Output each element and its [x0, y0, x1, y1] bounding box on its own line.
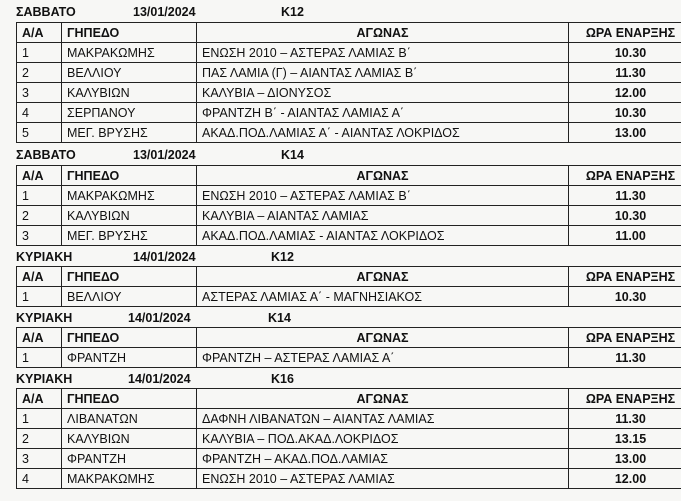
row-aa: 1	[17, 43, 62, 63]
header-time: ΩΡΑ ΕΝΑΡΞΗΣ	[569, 328, 681, 348]
row-aa: 3	[17, 83, 62, 103]
row-time: 12.00	[569, 83, 681, 103]
row-venue: ΜΕΓ. ΒΡΥΣΗΣ	[62, 226, 197, 246]
header-match: ΑΓΩΝΑΣ	[197, 23, 569, 43]
row-time: 13.15	[569, 429, 681, 449]
row-time: 11.30	[569, 63, 681, 83]
row-time: 10.30	[569, 287, 681, 307]
section-category: Κ16	[271, 372, 294, 386]
row-time: 11.30	[569, 348, 681, 368]
row-aa: 2	[17, 429, 62, 449]
row-venue: ΜΑΚΡΑΚΩΜΗΣ	[62, 43, 197, 63]
section-day: ΚΥΡΙΑΚΗ	[16, 311, 73, 325]
header-aa: Α/Α	[17, 23, 62, 43]
table-row	[17, 226, 681, 246]
table-row	[17, 83, 681, 103]
table-row	[17, 469, 681, 489]
row-aa: 1	[17, 287, 62, 307]
row-venue: ΛΙΒΑΝΑΤΩΝ	[62, 409, 197, 429]
row-match: ΕΝΩΣΗ 2010 – ΑΣΤΕΡΑΣ ΛΑΜΙΑΣ Β΄	[197, 43, 569, 63]
row-match: ΠΑΣ ΛΑΜΙΑ (Γ) – ΑΙΑΝΤΑΣ ΛΑΜΙΑΣ Β΄	[197, 63, 569, 83]
header-venue: ΓΗΠΕΔΟ	[62, 23, 197, 43]
row-venue: ΜΕΓ. ΒΡΥΣΗΣ	[62, 123, 197, 143]
row-aa: 1	[17, 409, 62, 429]
row-match: ΚΑΛΥΒΙΑ – ΔΙΟΝΥΣΟΣ	[197, 83, 569, 103]
header-venue: ΓΗΠΕΔΟ	[62, 166, 197, 186]
table-row	[17, 123, 681, 143]
table-header-row	[17, 328, 681, 348]
section-day: ΚΥΡΙΑΚΗ	[16, 372, 73, 386]
section-date: 13/01/2024	[133, 5, 196, 19]
table-header-row	[17, 389, 681, 409]
row-venue: ΚΑΛΥΒΙΩΝ	[62, 429, 197, 449]
row-aa: 3	[17, 449, 62, 469]
row-venue: ΣΕΡΠΑΝΟΥ	[62, 103, 197, 123]
table-header-row	[17, 166, 681, 186]
row-aa: 1	[17, 348, 62, 368]
header-venue: ΓΗΠΕΔΟ	[62, 328, 197, 348]
row-venue: ΜΑΚΡΑΚΩΜΗΣ	[62, 469, 197, 489]
header-match: ΑΓΩΝΑΣ	[197, 166, 569, 186]
schedule-table	[16, 22, 681, 143]
row-match: ΚΑΛΥΒΙΑ – ΠΟΔ.ΑΚΑΔ.ΛΟΚΡΙΔΟΣ	[197, 429, 569, 449]
row-match: ΕΝΩΣΗ 2010 – ΑΣΤΕΡΑΣ ΛΑΜΙΑΣ Β΄	[197, 186, 569, 206]
section-date: 14/01/2024	[133, 250, 196, 264]
header-time: ΩΡΑ ΕΝΑΡΞΗΣ	[569, 267, 681, 287]
table-row	[17, 186, 681, 206]
row-venue: ΚΑΛΥΒΙΩΝ	[62, 83, 197, 103]
row-match: ΦΡΑΝΤΖΗ – ΑΣΤΕΡΑΣ ΛΑΜΙΑΣ Α΄	[197, 348, 569, 368]
row-match: ΑΚΑΔ.ΠΟΔ.ΛΑΜΙΑΣ - ΑΙΑΝΤΑΣ ΛΟΚΡΙΔΟΣ	[197, 226, 569, 246]
row-venue: ΚΑΛΥΒΙΩΝ	[62, 206, 197, 226]
row-time: 10.30	[569, 206, 681, 226]
table-row	[17, 287, 681, 307]
row-time: 10.30	[569, 43, 681, 63]
header-aa: Α/Α	[17, 389, 62, 409]
table-row	[17, 449, 681, 469]
row-aa: 1	[17, 186, 62, 206]
row-time: 11.30	[569, 409, 681, 429]
header-aa: Α/Α	[17, 328, 62, 348]
header-match: ΑΓΩΝΑΣ	[197, 389, 569, 409]
header-match: ΑΓΩΝΑΣ	[197, 328, 569, 348]
row-time: 13.00	[569, 449, 681, 469]
row-venue: ΒΕΛΛΙΟΥ	[62, 287, 197, 307]
schedule-table	[16, 327, 681, 368]
row-match: ΑΚΑΔ.ΠΟΔ.ΛΑΜΙΑΣ Α΄ - ΑΙΑΝΤΑΣ ΛΟΚΡΙΔΟΣ	[197, 123, 569, 143]
table-row	[17, 409, 681, 429]
row-match: ΦΡΑΝΤΖΗ – ΑΚΑΔ.ΠΟΔ.ΛΑΜΙΑΣ	[197, 449, 569, 469]
table-header-row	[17, 23, 681, 43]
row-time: 10.30	[569, 103, 681, 123]
row-match: ΚΑΛΥΒΙΑ – ΑΙΑΝΤΑΣ ΛΑΜΙΑΣ	[197, 206, 569, 226]
section-category: Κ14	[281, 148, 304, 162]
table-row	[17, 43, 681, 63]
row-match: ΔΑΦΝΗ ΛΙΒΑΝΑΤΩΝ – ΑΙΑΝΤΑΣ ΛΑΜΙΑΣ	[197, 409, 569, 429]
header-time: ΩΡΑ ΕΝΑΡΞΗΣ	[569, 23, 681, 43]
section-day: ΣΑΒΒΑΤΟ	[16, 148, 76, 162]
row-venue: ΜΑΚΡΑΚΩΜΗΣ	[62, 186, 197, 206]
header-aa: Α/Α	[17, 267, 62, 287]
header-aa: Α/Α	[17, 166, 62, 186]
row-match: ΕΝΩΣΗ 2010 – ΑΣΤΕΡΑΣ ΛΑΜΙΑΣ	[197, 469, 569, 489]
section-date: 14/01/2024	[128, 372, 191, 386]
schedule-table	[16, 266, 681, 307]
table-row	[17, 63, 681, 83]
header-venue: ΓΗΠΕΔΟ	[62, 267, 197, 287]
row-aa: 3	[17, 226, 62, 246]
section-category: Κ14	[268, 311, 291, 325]
row-time: 11.30	[569, 186, 681, 206]
header-match: ΑΓΩΝΑΣ	[197, 267, 569, 287]
row-match: ΑΣΤΕΡΑΣ ΛΑΜΙΑΣ Α΄ - ΜΑΓΝΗΣΙΑΚΟΣ	[197, 287, 569, 307]
table-header-row	[17, 267, 681, 287]
header-venue: ΓΗΠΕΔΟ	[62, 389, 197, 409]
row-aa: 2	[17, 63, 62, 83]
section-category: Κ12	[281, 5, 304, 19]
table-row	[17, 103, 681, 123]
section-day: ΚΥΡΙΑΚΗ	[16, 250, 73, 264]
row-aa: 5	[17, 123, 62, 143]
header-time: ΩΡΑ ΕΝΑΡΞΗΣ	[569, 389, 681, 409]
row-aa: 2	[17, 206, 62, 226]
row-time: 12.00	[569, 469, 681, 489]
row-aa: 4	[17, 103, 62, 123]
table-row	[17, 348, 681, 368]
section-category: Κ12	[271, 250, 294, 264]
header-time: ΩΡΑ ΕΝΑΡΞΗΣ	[569, 166, 681, 186]
row-match: ΦΡΑΝΤΖΗ Β΄ - ΑΙΑΝΤΑΣ ΛΑΜΙΑΣ Α΄	[197, 103, 569, 123]
section-day: ΣΑΒΒΑΤΟ	[16, 5, 76, 19]
section-date: 13/01/2024	[133, 148, 196, 162]
row-venue: ΒΕΛΛΙΟΥ	[62, 63, 197, 83]
row-time: 13.00	[569, 123, 681, 143]
schedule-table	[16, 388, 681, 489]
row-aa: 4	[17, 469, 62, 489]
row-time: 11.00	[569, 226, 681, 246]
row-venue: ΦΡΑΝΤΖΗ	[62, 348, 197, 368]
section-date: 14/01/2024	[128, 311, 191, 325]
table-row	[17, 206, 681, 226]
schedule-table	[16, 165, 681, 246]
table-row	[17, 429, 681, 449]
row-venue: ΦΡΑΝΤΖΗ	[62, 449, 197, 469]
